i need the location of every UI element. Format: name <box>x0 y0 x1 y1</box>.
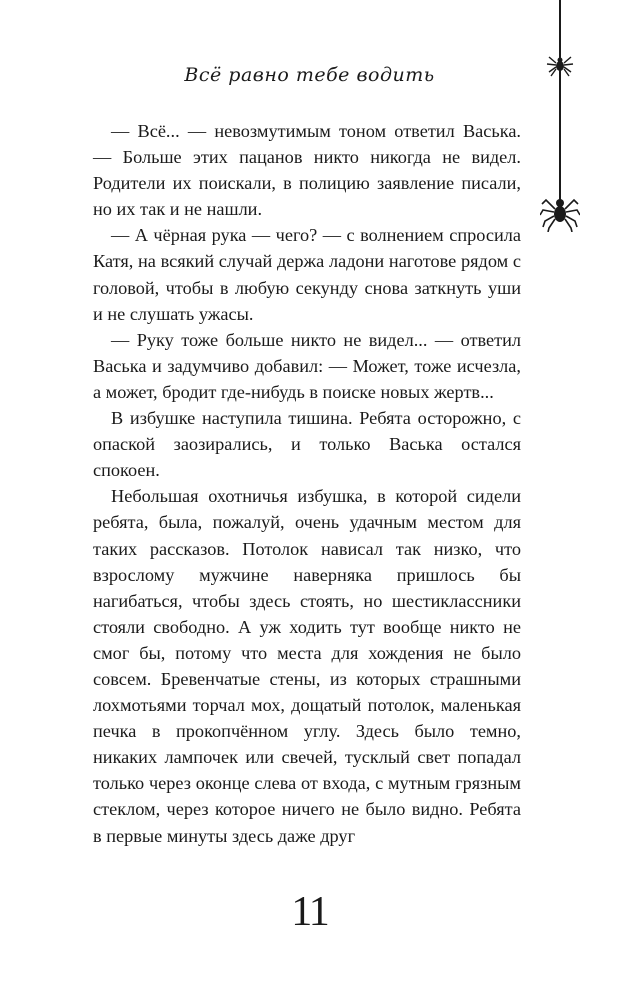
spider-icon <box>540 190 580 232</box>
body-text <box>93 118 521 849</box>
paragraph: — А чёрная рука — чего? — с волнением спросила Катя, на всякий случай держа ладони наготове рядом с головой, чтобы в любую секунду снова заткнуть уши и не слушать ужасы. <box>93 225 521 324</box>
paragraph: В избушке наступила тишина. Ребята осторожно, с опаской заозирались, и только Васька остался спокоен. <box>93 408 521 481</box>
spider-thread <box>559 0 561 210</box>
paragraph: — Всё... — невозмутимым тоном ответил Васька. — Больше этих пацанов никто никогда не видел. Родители их поискали, в полицию заявление писали, но их так и не нашли. <box>93 121 521 220</box>
paragraph: — Руку тоже больше никто не видел... — ответил Васька и задумчиво добавил: — Может, тоже исчезла, а может, бродит где-нибудь в поиске новых жертв... <box>93 329 521 402</box>
paragraph: Небольшая охотничья избушка, в которой сидели ребята, была, пожалуй, очень удачным местом для таких рассказов. Потолок нависал так низко, что взрослому мужчине наверняка пришлось бы нагибаться, чтобы здесь стоять, но шестиклассники стояли свободно. А уж ходить тут вообще никто не смог бы, потому что места для хождения не было совсем. Бревенчатые стены, из которых страшными лохмотьями торчал мох, дощатый потолок, маленькая печка в прокопчённом углу. Здесь было темно, никаких лампочек или свечей, тусклый свет попадал только через оконце слева от входа, с мутным грязным стеклом, через которое ничего не было видно. Ребята в первые минуты здесь даже друг <box>93 486 521 846</box>
running-head: Всё равно тебе водить <box>184 64 435 86</box>
page-number: 11 <box>291 889 328 935</box>
